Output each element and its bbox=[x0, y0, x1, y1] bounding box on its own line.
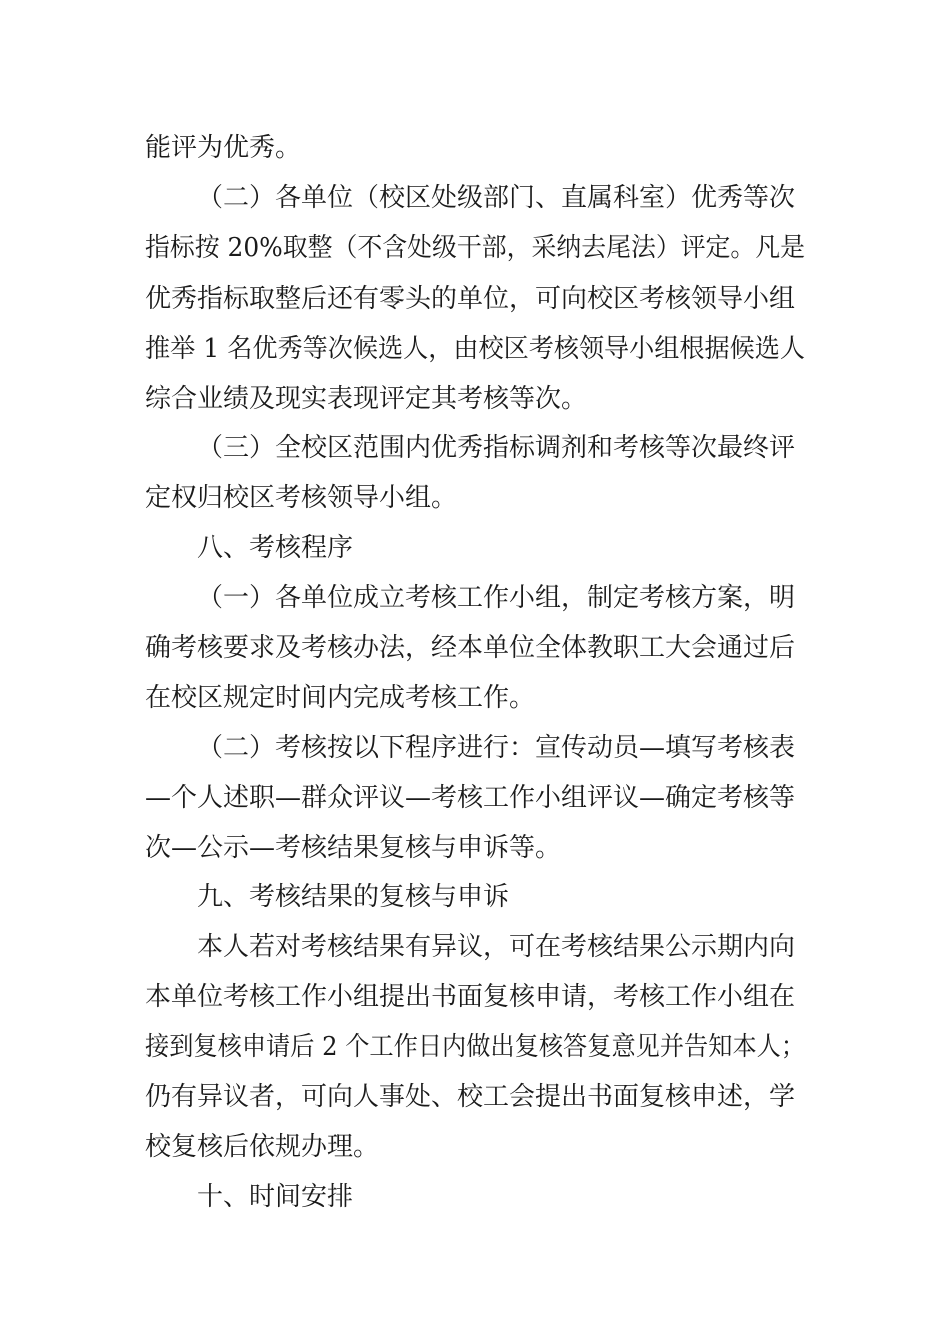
paragraph-line: 综合业绩及现实表现评定其考核等次。 bbox=[145, 384, 588, 414]
paragraph-line: 校复核后依规办理。 bbox=[145, 1132, 380, 1162]
paragraph-line: （一）各单位成立考核工作小组，制定考核方案，明 bbox=[197, 583, 796, 613]
paragraph-line: 仍有异议者，可向人事处、校工会提出书面复核申述，学 bbox=[145, 1082, 796, 1112]
paragraph-line: 次—公示—考核结果复核与申诉等。 bbox=[145, 833, 562, 863]
paragraph-line: —个人述职—群众评议—考核工作小组评议—确定考核等 bbox=[145, 783, 796, 813]
paragraph-line: 本人若对考核结果有异议，可在考核结果公示期内向 bbox=[197, 932, 796, 962]
paragraph-line: （二）考核按以下程序进行：宣传动员—填写考核表 bbox=[197, 733, 796, 763]
paragraph-line: （三）全校区范围内优秀指标调剂和考核等次最终评 bbox=[197, 433, 796, 463]
paragraph-line: 确考核要求及考核办法，经本单位全体教职工大会通过后 bbox=[145, 633, 796, 663]
paragraph-line: 接到复核申请后 2 个工作日内做出复核答复意见并告知本人； bbox=[145, 1032, 806, 1062]
paragraph-line: 优秀指标取整后还有零头的单位，可向校区考核领导小组 bbox=[145, 284, 796, 314]
paragraph-line: 推举 1 名优秀等次候选人，由校区考核领导小组根据候选人 bbox=[145, 334, 806, 364]
paragraph-line: 能评为优秀。 bbox=[145, 133, 302, 163]
section-heading: 十、时间安排 bbox=[197, 1182, 354, 1212]
paragraph-line: 定权归校区考核领导小组。 bbox=[145, 483, 458, 513]
section-heading: 八、考核程序 bbox=[197, 533, 354, 563]
paragraph-line: （二）各单位（校区处级部门、直属科室）优秀等次 bbox=[197, 183, 796, 213]
section-heading: 九、考核结果的复核与申诉 bbox=[197, 882, 510, 912]
paragraph-line: 在校区规定时间内完成考核工作。 bbox=[145, 683, 536, 713]
paragraph-line: 指标按 20%取整（不含处级干部，采纳去尾法）评定。凡是 bbox=[145, 233, 806, 263]
paragraph-line: 本单位考核工作小组提出书面复核申请，考核工作小组在 bbox=[145, 982, 796, 1012]
